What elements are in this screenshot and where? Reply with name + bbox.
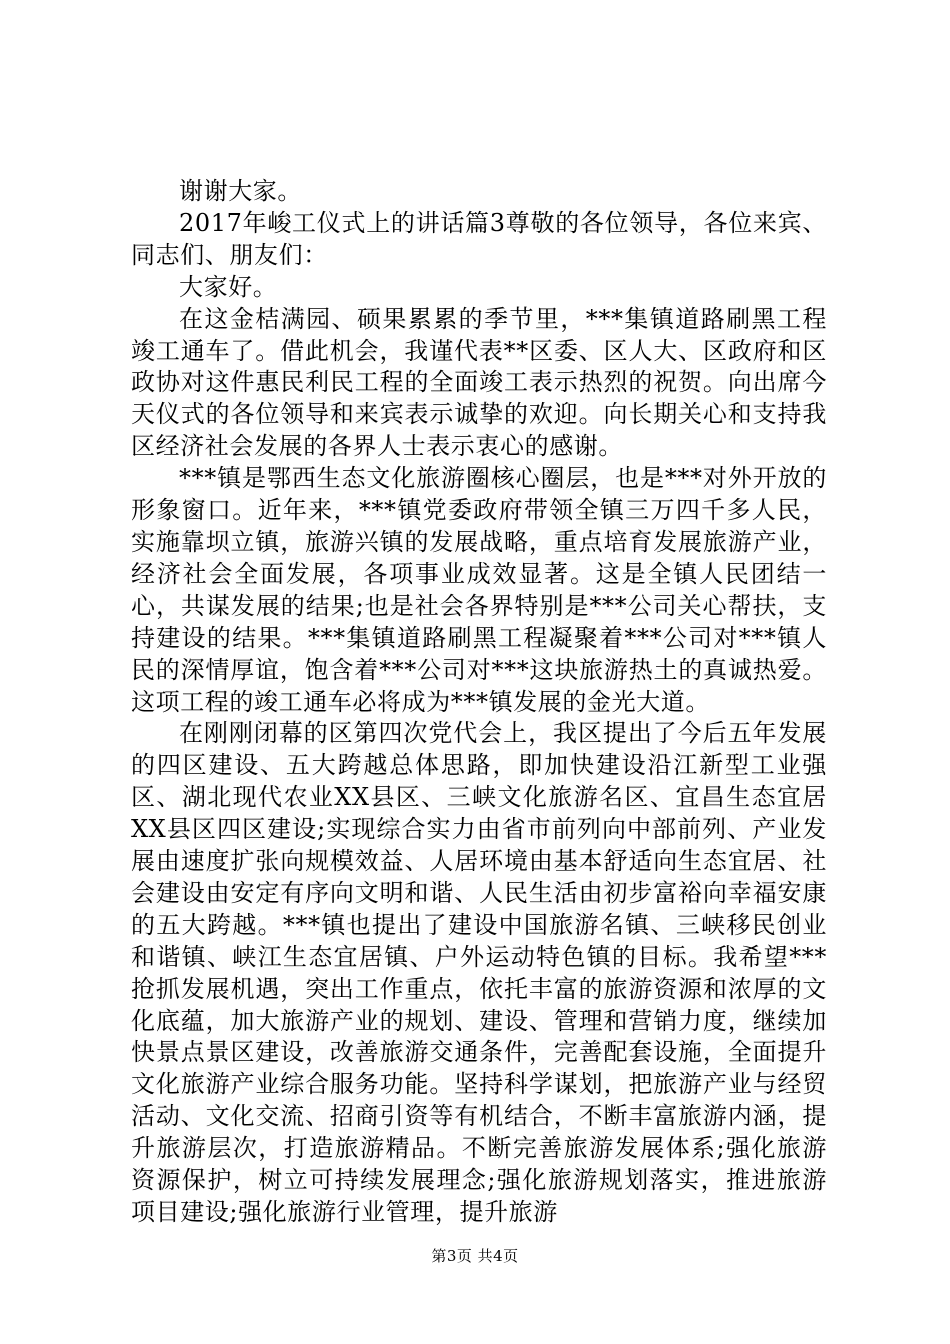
- paragraph-congratulations: 在这金桔满园、硕果累累的季节里，***集镇道路刷黑工程竣工通车了。借此机会，我谨代表**区委、区人大、区政府和区政协对这件惠民利民工程的全面竣工表示热烈的祝贺。向出席今天仪式的各位领导和来宾表示诚挚的欢迎。向长期关心和支持我区经济社会发展的各界人士表示衷心的感谢。: [131, 304, 827, 461]
- paragraph-speech-title-greeting: 2017年峻工仪式上的讲话篇3尊敬的各位领导，各位来宾、同志们、朋友们：: [131, 208, 827, 269]
- paragraph-hello: 大家好。: [179, 272, 278, 301]
- document-body: [131, 176, 827, 1229]
- page-footer: [0, 1245, 950, 1266]
- paragraph-town-development: ***镇是鄂西生态文化旅游圈核心圈层，也是***对外开放的形象窗口。近年来，***镇党委政府带领全镇三万四千多人民，实施靠坝立镇，旅游兴镇的发展战略，重点培育发展旅游产业，经济社会全面发展，各项事业成效显著。这是全镇人民团结一心，共谋发展的结果;也是社会各界特别是***公司关心帮扶，支持建设的结果。***集镇道路刷黑工程凝聚着***公司对***镇人民的深情厚谊，饱含着***公司对***这块旅游热土的真诚热爱。这项工程的竣工通车必将成为***镇发展的金光大道。: [131, 464, 827, 716]
- page-number: 第3页 共4页: [431, 1247, 519, 1265]
- paragraph-five-year-plan: 在刚刚闭幕的区第四次党代会上，我区提出了今后五年发展的四区建设、五大跨越总体思路，即加快建设沿江新型工业强区、湖北现代农业XX县区、三峡文化旅游名区、宜昌生态宜居XX县区四区建设;实现综合实力由省市前列向中部前列、产业发展由速度扩张向规模效益、人居环境由基本舒适向生态宜居、社会建设由安定有序向文明和谐、人民生活由初步富裕向幸福安康的五大跨越。***镇也提出了建设中国旅游名镇、三峡移民创业和谐镇、峡江生态宜居镇、户外运动特色镇的目标。我希望***抢抓发展机遇，突出工作重点，依托丰富的旅游资源和浓厚的文化底蕴，加大旅游产业的规划、建设、管理和营销力度，继续加快景点景区建设，改善旅游交通条件，完善配套设施，全面提升文化旅游产业综合服务功能。坚持科学谋划，把旅游产业与经贸活动、文化交流、招商引资等有机结合，不断丰富旅游内涵，提升旅游层次，打造旅游精品。不断完善旅游发展体系;强化旅游资源保护，树立可持续发展理念;强化旅游规划落实，推进旅游项目建设;强化旅游行业管理，提升旅游: [131, 719, 827, 1226]
- paragraph-closing-thanks: 谢谢大家。: [179, 177, 302, 205]
